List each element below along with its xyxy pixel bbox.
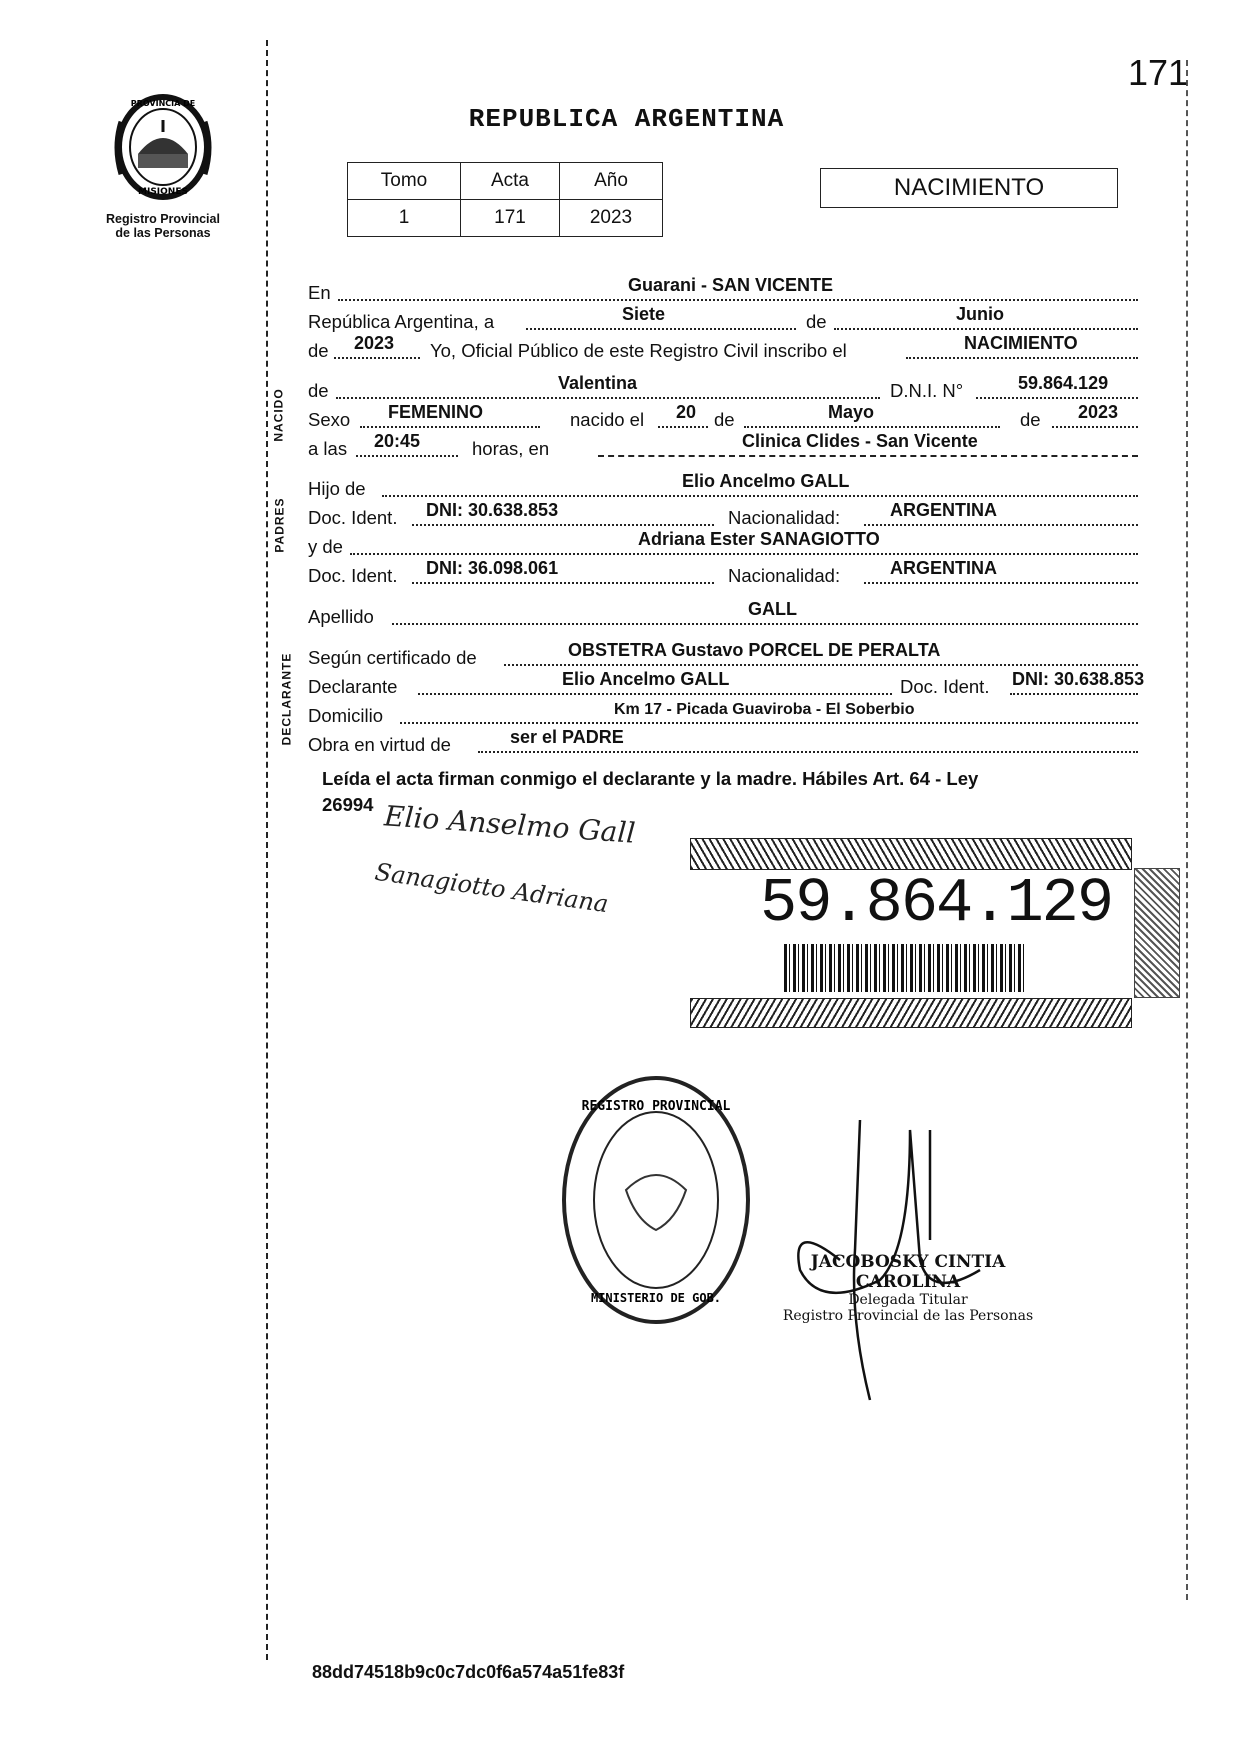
birth-place-value: Clinica Clides - San Vicente xyxy=(742,431,978,451)
row-segun: Según certificado de OBSTETRA Gustavo PORCEL DE PERALTA xyxy=(308,645,1168,669)
row-doc1: Doc. Ident. DNI: 30.638.853 Nacionalidad: ARGENTINA xyxy=(308,505,1168,529)
row-obra: Obra en virtud de ser el PADRE xyxy=(308,732,1168,756)
certificate-value: OBSTETRA Gustavo PORCEL DE PERALTA xyxy=(568,640,941,660)
guilloche-band-bottom xyxy=(690,998,1132,1028)
anio-header: Año xyxy=(560,163,663,200)
mother-doc-value: DNI: 36.098.061 xyxy=(426,558,559,578)
declarant-value: Elio Ancelmo GALL xyxy=(562,669,730,689)
birth-day-value: 20 xyxy=(676,402,697,422)
emblem-text-top: PROVINCIA DE xyxy=(130,99,196,108)
birth-year-value: 2023 xyxy=(1078,402,1119,422)
official-seal-icon xyxy=(556,1070,756,1330)
tomo-header: Tomo xyxy=(348,163,461,200)
right-margin-line xyxy=(1186,60,1188,1600)
guilloche-band-top xyxy=(690,838,1132,870)
svg-text:REGISTRO PROVINCIAL: REGISTRO PROVINCIAL xyxy=(581,1099,731,1114)
id-stamp-number: 59.864.129 xyxy=(760,868,1113,939)
barcode-icon xyxy=(784,944,1024,992)
day-value: Siete xyxy=(622,304,666,324)
guilloche-edge xyxy=(1134,868,1180,998)
tomo-value: 1 xyxy=(348,200,461,237)
acta-value: 171 xyxy=(461,200,560,237)
time-value: 20:45 xyxy=(374,431,421,451)
father-signature: Elio Anselmo Gall xyxy=(383,799,637,850)
row-domicilio: Domicilio Km 17 - Picada Guaviroba - El Soberbio xyxy=(308,703,1168,727)
row-apellido: Apellido GALL xyxy=(308,604,1168,628)
row-en: En Guarani - SAN VICENTE xyxy=(308,280,1168,304)
child-name-value: Valentina xyxy=(558,373,638,393)
row-hijo: Hijo de Elio Ancelmo GALL xyxy=(308,476,1168,500)
reason-value: ser el PADRE xyxy=(510,727,624,747)
sexo-value: FEMENINO xyxy=(388,402,484,422)
side-label-declarante: DECLARANTE xyxy=(279,652,294,746)
father-doc-value: DNI: 30.638.853 xyxy=(426,500,559,520)
mother-name-value: Adriana Ester SANAGIOTTO xyxy=(638,529,880,549)
emblem-text-bottom: MISIONES xyxy=(138,187,188,197)
id-stamp xyxy=(690,838,1130,1028)
acta-header: Acta xyxy=(461,163,560,200)
surname-value: GALL xyxy=(748,599,797,619)
row-nombre: de Valentina D.N.I. N° 59.864.129 xyxy=(308,378,1168,402)
row-anio: de 2023 Yo, Oficial Público de este Registro Civil inscribo el NACIMIENTO xyxy=(308,338,1168,362)
footer-hash: 88dd74518b9c0c7dc0f6a574a51fe83f xyxy=(312,1662,625,1682)
side-label-padres: PADRES xyxy=(272,497,287,553)
year-value: 2023 xyxy=(354,333,395,353)
record-type-box: NACIMIENTO xyxy=(820,168,1118,208)
anio-value: 2023 xyxy=(560,200,663,237)
mother-nationality-value: ARGENTINA xyxy=(890,558,997,578)
birth-month-value: Mayo xyxy=(828,402,875,422)
official-name: JACOBOSKY CINTIA CAROLINA xyxy=(810,1252,1006,1292)
mother-signature: Sanagiotto Adriana xyxy=(373,857,611,919)
father-name-value: Elio Ancelmo GALL xyxy=(682,471,850,491)
row-doc2: Doc. Ident. DNI: 36.098.061 Nacionalidad: ARGENTINA xyxy=(308,563,1168,587)
place-value: Guarani - SAN VICENTE xyxy=(628,275,834,295)
row-madre: y de Adriana Ester SANAGIOTTO xyxy=(308,534,1168,558)
side-label-nacido: NACIDO xyxy=(271,388,286,442)
document-title: REPUBLICA ARGENTINA xyxy=(468,104,785,134)
declarant-doc-value: DNI: 30.638.853 xyxy=(1012,669,1145,689)
row-declarante: Declarante Elio Ancelmo GALL Doc. Ident. DNI: 30.638.853 xyxy=(308,669,1145,697)
row-republica: República Argentina, a Siete de Junio xyxy=(308,309,1168,333)
page-number: 171 xyxy=(1128,52,1189,93)
row-sexo: Sexo FEMENINO nacido el 20 de Mayo de 2023 xyxy=(308,407,1168,431)
emblem-label: Registro Provincial de las Personas xyxy=(106,212,220,240)
month-value: Junio xyxy=(956,304,1004,324)
official-role: Delegada Titular xyxy=(848,1292,968,1308)
address-value: Km 17 - Picada Guaviroba - El Soberbio xyxy=(614,701,915,718)
father-nationality-value: ARGENTINA xyxy=(890,500,997,520)
official-office: Registro Provincial de las Personas xyxy=(782,1308,1034,1324)
registry-table xyxy=(347,162,663,237)
legal-text: Leída el acta firman conmigo el declarante y la madre. Hábiles Art. 64 - Ley 26994 xyxy=(322,768,979,815)
provincia-misiones-emblem-icon xyxy=(108,92,218,202)
act-value: NACIMIENTO xyxy=(964,333,1078,353)
margin-line xyxy=(266,40,268,1660)
dni-value: 59.864.129 xyxy=(1018,373,1109,393)
official-block xyxy=(778,1252,1038,1324)
svg-text:MINISTERIO DE GOB.: MINISTERIO DE GOB. xyxy=(590,1291,722,1305)
row-hora: a las 20:45 horas, en Clinica Clides - San Vicente xyxy=(308,436,1168,460)
